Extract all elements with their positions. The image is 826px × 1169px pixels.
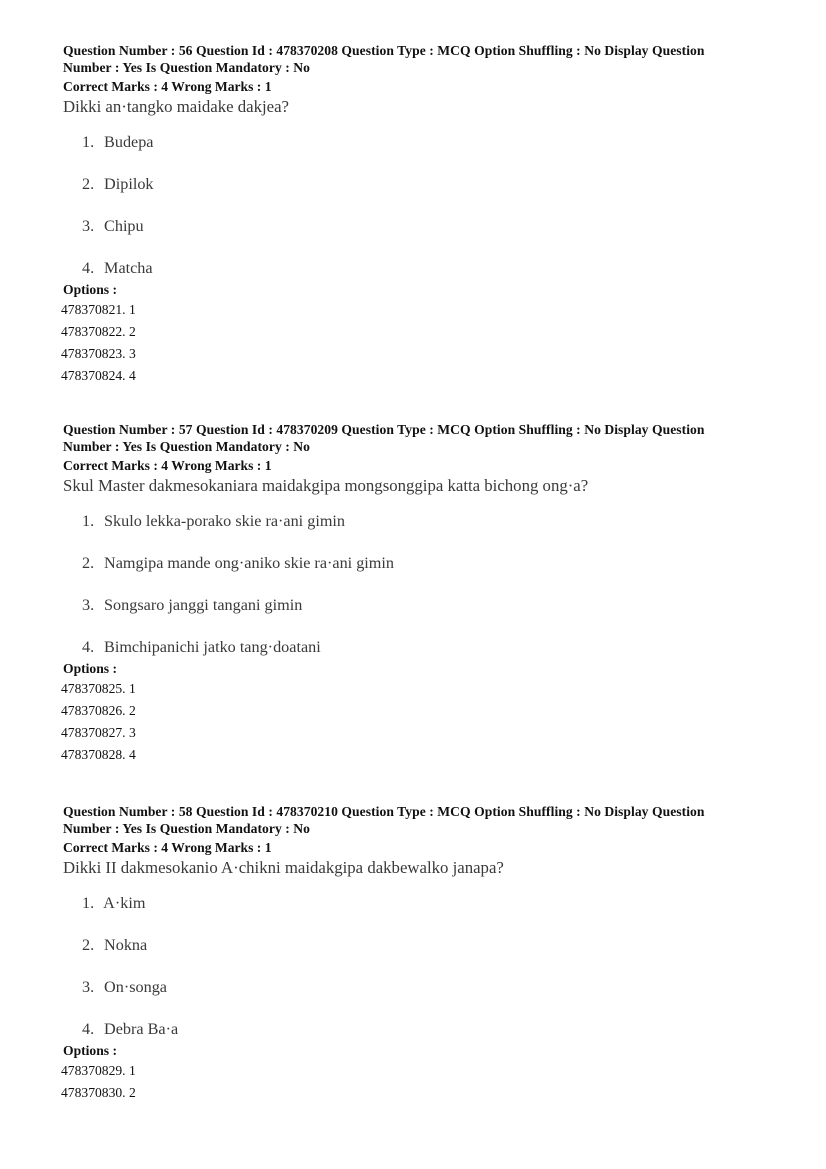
option-id: 478370821. 1 bbox=[61, 302, 136, 317]
options-label: Options : bbox=[63, 1043, 118, 1058]
choice-label: Bimchipanichi jatko tang·doatani bbox=[104, 638, 321, 656]
choice-label: Dipilok bbox=[104, 175, 154, 193]
question-header-line2: Number : Yes Is Question Mandatory : No bbox=[63, 438, 311, 454]
answer-choices bbox=[82, 892, 783, 1060]
question-header-line1: Question Number : 56 Question Id : 478370208 Question Type : MCQ Option Shuffling : No Display Question bbox=[63, 43, 705, 58]
question-header-line2: Number : Yes Is Question Mandatory : No bbox=[63, 59, 311, 75]
choice-number: 2. bbox=[82, 554, 95, 572]
option-id: 478370825. 1 bbox=[61, 681, 136, 696]
question-text: Dikki II dakmesokanio A·chikni maidakgipa dakbewalko janapa? bbox=[63, 858, 504, 877]
choice-number: 1. bbox=[82, 133, 95, 151]
question-header-line1: Question Number : 58 Question Id : 478370210 Question Type : MCQ Option Shuffling : No Display Question bbox=[63, 804, 705, 819]
question-block-56 bbox=[63, 43, 783, 386]
choice-number: 3. bbox=[82, 596, 95, 614]
options-label: Options : bbox=[63, 661, 118, 676]
choice-label: Debra Ba·a bbox=[104, 1020, 179, 1038]
choice-label: Chipu bbox=[104, 217, 144, 235]
answer-choice bbox=[82, 173, 783, 215]
question-marks: Correct Marks : 4 Wrong Marks : 1 bbox=[63, 79, 272, 94]
option-id: 478370828. 4 bbox=[61, 747, 136, 762]
answer-choice bbox=[82, 131, 783, 173]
question-header bbox=[63, 804, 783, 837]
options-label: Options : bbox=[63, 282, 118, 297]
question-header-line1: Question Number : 57 Question Id : 478370209 Question Type : MCQ Option Shuffling : No Display Question bbox=[63, 422, 705, 437]
option-id: 478370824. 4 bbox=[61, 368, 136, 383]
choice-label: Nokna bbox=[104, 936, 148, 954]
answer-choice bbox=[82, 976, 783, 1018]
answer-choice bbox=[82, 892, 783, 934]
option-id: 478370823. 3 bbox=[61, 346, 136, 361]
question-header bbox=[63, 43, 783, 76]
option-id: 478370827. 3 bbox=[61, 725, 136, 740]
question-block-57 bbox=[63, 422, 783, 765]
choice-label: Budepa bbox=[104, 133, 154, 151]
question-text: Dikki an·tangko maidake dakjea? bbox=[63, 97, 289, 116]
question-marks: Correct Marks : 4 Wrong Marks : 1 bbox=[63, 458, 272, 473]
option-id: 478370830. 2 bbox=[61, 1085, 136, 1100]
answer-choices bbox=[82, 510, 783, 678]
answer-choice bbox=[82, 594, 783, 636]
answer-choice bbox=[82, 552, 783, 594]
choice-label: Songsaro janggi tangani gimin bbox=[104, 596, 303, 614]
choice-number: 3. bbox=[82, 217, 95, 235]
choice-number: 4. bbox=[82, 638, 95, 656]
answer-choices bbox=[82, 131, 783, 299]
choice-number: 2. bbox=[82, 175, 95, 193]
option-id: 478370822. 2 bbox=[61, 324, 136, 339]
question-header-line2: Number : Yes Is Question Mandatory : No bbox=[63, 820, 311, 836]
choice-label: Skulo lekka-porako skie ra·ani gimin bbox=[104, 512, 346, 530]
question-header bbox=[63, 422, 783, 455]
question-text: Skul Master dakmesokaniara maidakgipa mongsonggipa katta bichong ong·a? bbox=[63, 476, 589, 495]
answer-choice bbox=[82, 934, 783, 976]
answer-choice bbox=[82, 215, 783, 257]
choice-number: 4. bbox=[82, 1020, 95, 1038]
choice-label: On·songa bbox=[104, 978, 167, 996]
option-id: 478370826. 2 bbox=[61, 703, 136, 718]
choice-label: Matcha bbox=[104, 259, 153, 277]
choice-label: Namgipa mande ong·aniko skie ra·ani gimin bbox=[104, 554, 394, 572]
question-block-58 bbox=[63, 804, 783, 1103]
choice-number: 1. bbox=[82, 894, 95, 912]
choice-number: 3. bbox=[82, 978, 95, 996]
choice-number: 4. bbox=[82, 259, 95, 277]
choice-label: A·kim bbox=[103, 894, 146, 912]
question-marks: Correct Marks : 4 Wrong Marks : 1 bbox=[63, 840, 272, 855]
choice-number: 2. bbox=[82, 936, 95, 954]
answer-choice bbox=[82, 510, 783, 552]
choice-number: 1. bbox=[82, 512, 95, 530]
option-id: 478370829. 1 bbox=[61, 1063, 136, 1078]
